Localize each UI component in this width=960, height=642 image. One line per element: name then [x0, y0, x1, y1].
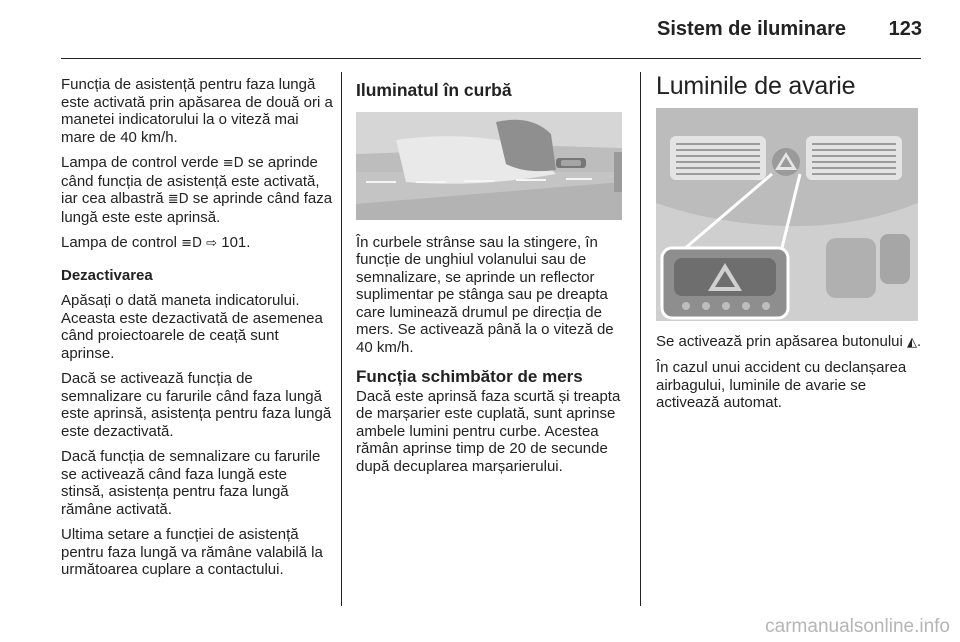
text-run: Lampa de control	[61, 234, 182, 251]
hazard-triangle-icon: ◭	[907, 334, 918, 350]
paragraph: Dacă este aprinsă faza scurtă și treapta de marșarier este cuplată, sunt aprinse ambele lumini pentru curbe. Acestea rămân aprinse timp de 20 de secunde după decuplarea marșarierului.	[356, 387, 621, 475]
paragraph: Funcția de asistență pentru faza lungă este activată prin apăsarea de două ori a manetei indicatorului la o viteză mai mare de 40 km/h.	[61, 76, 333, 146]
column-divider-2	[640, 72, 641, 606]
high-beam-assist-icon: ≡D	[181, 236, 202, 251]
text-run: se aprinde când funcția de asistență este activată, iar cea albastră	[61, 154, 320, 207]
watermark: carmanualsonline.info	[765, 616, 950, 637]
high-beam-icon: ≣D	[167, 192, 189, 207]
text-run: 101.	[217, 234, 251, 251]
page-reference-icon: ⇨	[206, 236, 218, 251]
paragraph	[61, 154, 333, 226]
paragraph: Dacă se activează funcția de semnalizare cu farurile când faza lungă este aprinsă, asistența pentru faza lungă este dezactivată.	[61, 370, 332, 440]
column-high-beam-assist	[61, 76, 333, 587]
text-run: Se activează prin apăsarea butonului	[656, 332, 908, 350]
paragraph: În cazul unui accident cu declanșarea airbagului, luminile de avarie se activează automat.	[656, 359, 907, 411]
running-header-title: Sistem de iluminare	[657, 18, 846, 40]
column-hazard-lights	[656, 72, 922, 420]
header-rule	[61, 58, 921, 59]
text-run: se aprinde când faza lungă este este aprinsă.	[61, 190, 333, 226]
text-run: .	[917, 332, 922, 350]
high-beam-assist-icon: ≡D	[222, 156, 244, 171]
paragraph: Ultima setare a funcției de asistență pentru faza lungă va rămâne valabilă la următoarea cuplare a contactului.	[61, 526, 323, 578]
paragraph	[61, 234, 333, 253]
paragraph: Dacă funcția de semnalizare cu farurile se activează când faza lungă este stinsă, asistența pentru faza lungă rămâne activată.	[61, 448, 321, 518]
paragraph: Apăsați o dată maneta indicatorului. Aceasta este dezactivată de asemenea când proiectoarele de ceață sunt aprinse.	[61, 292, 323, 362]
section-heading: Iluminatul în curbă	[356, 80, 512, 100]
section-heading: Luminile de avarie	[656, 72, 856, 100]
section-heading: Funcția schimbător de mers	[356, 367, 583, 386]
hazard-button-illustration	[656, 108, 918, 321]
text-run: Lampa de control verde	[61, 154, 223, 171]
subheading-deactivation: Dezactivarea	[61, 266, 153, 284]
column-divider-1	[341, 72, 342, 606]
paragraph: În curbele strânse sau la stingere, în funcție de unghiul volanului sau de semnalizare, se aprinde un reflector suplimentar pe stânga sau pe dreapta care luminează drumul pe direcția de mers. Se activează până la o viteză de 40 km/h.	[356, 233, 614, 356]
cornering-light-illustration	[356, 112, 622, 220]
paragraph	[656, 333, 922, 352]
page-number: 123	[888, 18, 922, 40]
column-cornering-light	[356, 76, 628, 483]
